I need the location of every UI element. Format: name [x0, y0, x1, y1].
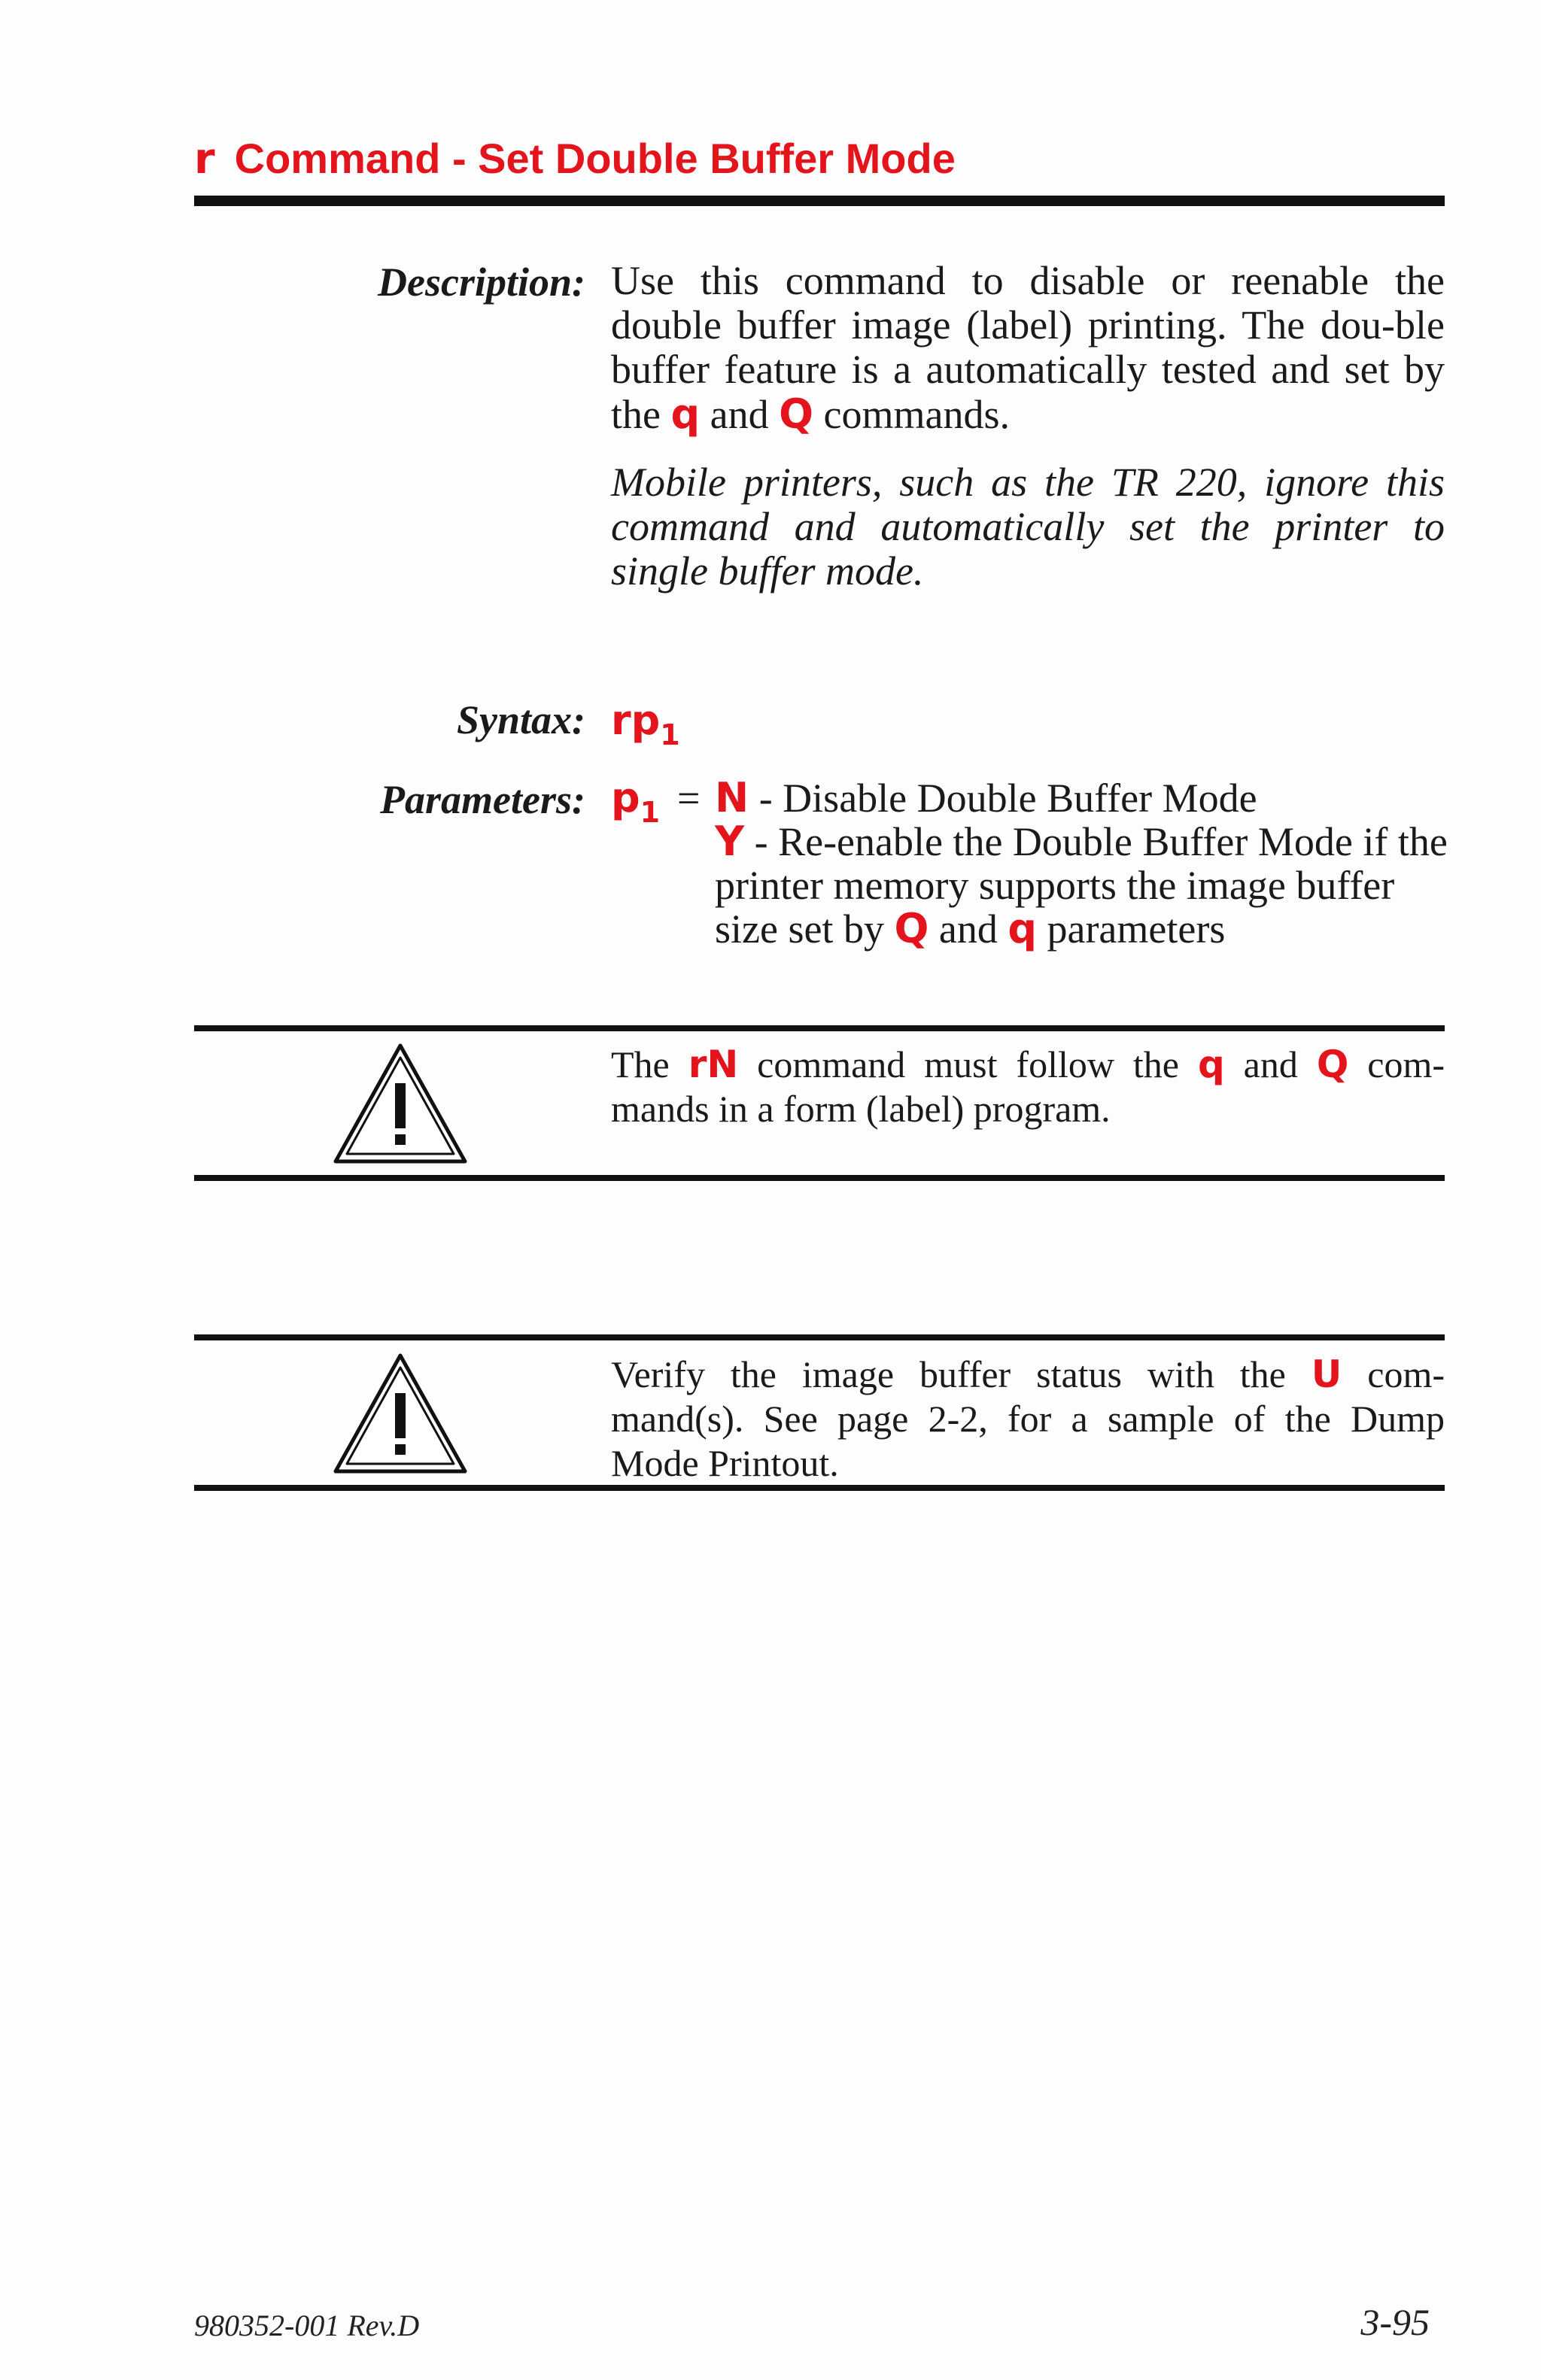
text-run: and [1224, 1043, 1317, 1085]
option-n-text: - Disable Double Buffer Mode [749, 776, 1257, 821]
command-Q: Q [779, 390, 814, 438]
parameter-options [715, 776, 1452, 951]
parameters-label: Parameters: [380, 777, 585, 822]
note1-top-rule [194, 1025, 1445, 1031]
mobile-printers-note: Mobile printers, such as the TR 220, ignore this command and automatically set the printer to single buffer mode. [611, 460, 1445, 593]
note2-text [611, 1352, 1445, 1486]
warning-icon [331, 1041, 470, 1167]
note2-top-rule [194, 1334, 1445, 1340]
syntax-label: Syntax: [456, 697, 585, 742]
option-n [715, 776, 1452, 820]
text-run: parameters [1036, 906, 1226, 952]
command-q: q [670, 390, 701, 438]
page-title [194, 134, 956, 184]
text-run: and [929, 906, 1008, 952]
text-run: Verify the image buffer status with the [611, 1353, 1312, 1395]
syntax-value [611, 697, 680, 751]
parameter-symbol [611, 776, 660, 834]
option-y [715, 820, 1452, 951]
warning-icon [331, 1351, 470, 1477]
text-run: command must follow the [738, 1043, 1198, 1085]
option-y-text: - Re-enable the Double Buffer Mode if the printer memory supports the image buffer size set by [715, 819, 1448, 952]
text-run: The [611, 1043, 688, 1085]
option-n-code: N [715, 774, 749, 821]
command-q: q [1008, 905, 1037, 952]
description-label: Description: [378, 260, 585, 305]
note1-text [611, 1043, 1445, 1131]
param-code: p [611, 774, 640, 821]
syntax-subscript: 1 [660, 718, 680, 751]
command-Q: Q [894, 905, 929, 952]
command-U: U [1311, 1352, 1342, 1396]
document-number: 980352-001 Rev.D [194, 2309, 420, 2342]
page-number: 3-95 [1360, 2301, 1430, 2343]
text-run: commands. [813, 392, 1010, 437]
text-run: and [700, 392, 780, 437]
note1-bottom-rule [194, 1175, 1445, 1181]
param-subscript: 1 [640, 796, 661, 829]
option-y-code: Y [715, 818, 745, 865]
description-paragraph [611, 259, 1445, 437]
command-q: q [1197, 1043, 1225, 1086]
text-run: com-mands in a form (label) program. [611, 1043, 1445, 1130]
text-run: Use this command to disable or reenable the double buffer image (label) printing. The dou-ble buffer feature is a automatically tested and set by the [611, 258, 1445, 437]
text-run: com-mand(s). See page 2-2, for a sample of the Dump Mode Printout. [611, 1353, 1445, 1484]
command-Q: Q [1316, 1043, 1349, 1086]
title-text: Command - Set Double Buffer Mode [234, 135, 956, 182]
command-letter: r [194, 135, 215, 184]
syntax-code: rp [611, 697, 661, 744]
parameter-equals: = [677, 776, 701, 821]
note2-bottom-rule [194, 1485, 1445, 1491]
title-rule [194, 196, 1445, 206]
command-rN: rN [688, 1043, 739, 1086]
